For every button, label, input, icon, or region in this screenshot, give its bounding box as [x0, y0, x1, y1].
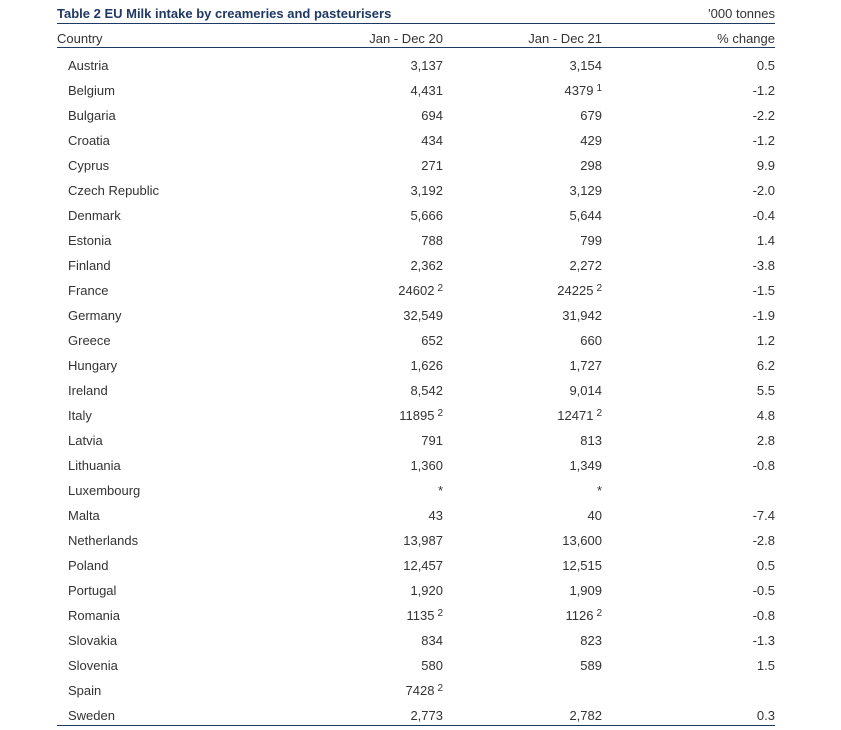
cell-jan-dec-20-value: 834: [421, 633, 443, 648]
cell-country: [68, 333, 111, 348]
cell-country-value: Sweden: [68, 708, 115, 723]
cell-jan-dec-20-value: 652: [421, 333, 443, 348]
table-body: [57, 48, 775, 723]
cell-country: [68, 483, 140, 498]
cell-jan-dec-20: [410, 183, 443, 198]
cell-country: [68, 108, 116, 123]
cell-country-value: Lithuania: [68, 458, 121, 473]
cell-jan-dec-20-value: 32,549: [403, 308, 443, 323]
cell-country-value: Finland: [68, 258, 111, 273]
cell-pct-change: [753, 633, 775, 648]
cell-country: [68, 233, 111, 248]
cell-country: [68, 683, 101, 698]
footnote-marker: 2: [437, 408, 443, 419]
table-row: [57, 473, 775, 498]
cell-country-value: Czech Republic: [68, 183, 160, 198]
cell-pct-change: [753, 108, 775, 123]
cell-jan-dec-20: [403, 308, 443, 323]
footnote-marker: 1: [596, 83, 602, 94]
unit-label: '000 tonnes: [708, 6, 775, 21]
cell-country: [68, 583, 116, 598]
cell-country: [68, 708, 115, 723]
cell-pct-change-value: -3.8: [752, 258, 775, 273]
footnote-marker: 2: [437, 283, 443, 294]
cell-jan-dec-21-value: 799: [580, 233, 602, 248]
cell-jan-dec-21: [580, 633, 602, 648]
cell-pct-change: [753, 458, 775, 473]
cell-country-value: Luxembourg: [68, 483, 141, 498]
cell-pct-change-value: -1.2: [752, 83, 775, 98]
cell-country-value: Hungary: [68, 358, 118, 373]
cell-pct-change-value: -1.9: [752, 308, 775, 323]
cell-jan-dec-21: [597, 483, 602, 498]
table-header-row: [57, 24, 775, 48]
cell-jan-dec-20: [429, 508, 443, 523]
cell-country: [68, 183, 159, 198]
cell-jan-dec-20: [399, 408, 443, 423]
cell-jan-dec-20: [406, 683, 443, 698]
cell-country-value: Germany: [68, 308, 122, 323]
cell-jan-dec-20: [403, 533, 443, 548]
cell-pct-change-value: 5.5: [756, 383, 775, 398]
cell-jan-dec-20: [421, 133, 443, 148]
table-row: [57, 48, 775, 73]
cell-jan-dec-21-value: 429: [580, 133, 602, 148]
cell-jan-dec-20-value: 434: [421, 133, 443, 148]
cell-pct-change: [753, 283, 775, 298]
cell-pct-change-value: 0.3: [756, 708, 775, 723]
cell-jan-dec-20: [421, 108, 443, 123]
table-row: [57, 198, 775, 223]
cell-jan-dec-20: [403, 558, 443, 573]
cell-country-value: Latvia: [68, 433, 103, 448]
table-row: [57, 273, 775, 298]
cell-jan-dec-20-value: 13,987: [403, 533, 443, 548]
cell-jan-dec-21: [580, 108, 602, 123]
cell-jan-dec-21-value: 4379: [564, 83, 594, 98]
cell-pct-change: [753, 208, 775, 223]
cell-jan-dec-20-value: 694: [421, 108, 443, 123]
cell-pct-change-value: 4.8: [756, 408, 775, 423]
cell-pct-change: [757, 333, 775, 348]
cell-country: [68, 133, 110, 148]
table-row: [57, 123, 775, 148]
cell-jan-dec-20-value: 1,360: [410, 458, 443, 473]
cell-jan-dec-21: [580, 433, 602, 448]
cell-jan-dec-21: [569, 708, 602, 723]
cell-jan-dec-20: [410, 83, 443, 98]
cell-country: [68, 258, 111, 273]
cell-jan-dec-21: [562, 308, 602, 323]
cell-jan-dec-21-value: 31,942: [562, 308, 602, 323]
cell-jan-dec-21-value: 9,014: [569, 383, 602, 398]
cell-jan-dec-21: [562, 533, 602, 548]
cell-jan-dec-20-value: 24602: [398, 283, 435, 298]
table-row: [57, 223, 775, 248]
cell-pct-change-value: -0.8: [752, 458, 775, 473]
table-row: [57, 323, 775, 348]
cell-pct-change-value: 1.5: [756, 658, 775, 673]
cell-country-value: France: [68, 283, 109, 298]
table-title-row: [57, 6, 775, 24]
cell-jan-dec-21-value: 1,909: [569, 583, 602, 598]
footnote-marker: 2: [596, 608, 602, 619]
cell-country: [68, 408, 92, 423]
cell-jan-dec-20-value: 791: [421, 433, 443, 448]
cell-jan-dec-20-value: 7428: [405, 683, 435, 698]
header-country: Country: [57, 31, 103, 46]
cell-country-value: Italy: [68, 408, 92, 423]
cell-jan-dec-21: [580, 133, 602, 148]
cell-country-value: Bulgaria: [68, 108, 116, 123]
cell-jan-dec-20-value: 788: [421, 233, 443, 248]
cell-jan-dec-20-value: 1,626: [410, 358, 443, 373]
cell-jan-dec-20: [410, 383, 443, 398]
cell-jan-dec-20: [421, 158, 443, 173]
cell-pct-change: [753, 533, 775, 548]
cell-jan-dec-20-value: 3,192: [410, 183, 443, 198]
table-row: [57, 548, 775, 573]
cell-jan-dec-21: [580, 333, 602, 348]
cell-jan-dec-21: [588, 508, 602, 523]
cell-jan-dec-21-value: 2,272: [569, 258, 602, 273]
cell-country: [68, 83, 115, 98]
cell-jan-dec-20-value: 12,457: [403, 558, 443, 573]
cell-jan-dec-21: [569, 58, 602, 73]
cell-jan-dec-20-value: 3,137: [410, 58, 443, 73]
table-row: [57, 673, 775, 698]
cell-pct-change-value: -1.3: [752, 633, 775, 648]
cell-jan-dec-21-value: 1,349: [569, 458, 602, 473]
cell-country-value: Belgium: [68, 83, 115, 98]
cell-jan-dec-20: [438, 483, 443, 498]
cell-jan-dec-21-value: 24225: [557, 283, 594, 298]
cell-jan-dec-21-value: 679: [580, 108, 602, 123]
header-jan-dec-21: Jan - Dec 21: [528, 31, 602, 46]
header-pct-change: % change: [717, 31, 775, 46]
cell-country-value: Greece: [68, 333, 111, 348]
cell-jan-dec-21-value: 1,727: [569, 358, 602, 373]
cell-country-value: Croatia: [68, 133, 110, 148]
cell-jan-dec-21-value: 589: [580, 658, 602, 673]
cell-country-value: Ireland: [68, 383, 108, 398]
cell-jan-dec-20: [410, 358, 443, 373]
cell-jan-dec-21: [565, 608, 602, 623]
cell-jan-dec-20: [410, 458, 443, 473]
cell-country: [68, 358, 117, 373]
cell-country: [68, 458, 121, 473]
cell-pct-change: [757, 658, 775, 673]
cell-country-value: Portugal: [68, 583, 117, 598]
footnote-marker: 2: [596, 408, 602, 419]
cell-jan-dec-21: [557, 283, 602, 298]
cell-jan-dec-21-value: 13,600: [562, 533, 602, 548]
cell-country-value: Cyprus: [68, 158, 110, 173]
cell-jan-dec-21-value: 823: [580, 633, 602, 648]
cell-pct-change: [757, 358, 775, 373]
cell-jan-dec-20: [410, 708, 443, 723]
milk-intake-table: [57, 6, 775, 723]
cell-jan-dec-21: [569, 208, 602, 223]
table-row: [57, 423, 775, 448]
table-row: [57, 448, 775, 473]
cell-pct-change: [757, 233, 775, 248]
cell-jan-dec-20: [421, 633, 443, 648]
cell-country-value: Estonia: [68, 233, 112, 248]
table-row: [57, 298, 775, 323]
cell-country: [68, 383, 108, 398]
cell-country-value: Denmark: [68, 208, 121, 223]
cell-pct-change-value: 6.2: [756, 358, 775, 373]
table-row: [57, 148, 775, 173]
cell-jan-dec-20: [410, 58, 443, 73]
table-row: [57, 523, 775, 548]
cell-country: [68, 208, 121, 223]
cell-country: [68, 308, 121, 323]
cell-jan-dec-20-value: 4,431: [410, 83, 443, 98]
table-row: [57, 398, 775, 423]
cell-jan-dec-21: [569, 583, 602, 598]
cell-country-value: Romania: [68, 608, 121, 623]
cell-pct-change: [757, 408, 775, 423]
cell-pct-change-value: -2.2: [752, 108, 775, 123]
cell-jan-dec-20: [421, 433, 443, 448]
cell-jan-dec-21: [569, 258, 602, 273]
cell-jan-dec-20-value: 8,542: [410, 383, 443, 398]
cell-jan-dec-21: [569, 183, 602, 198]
cell-country: [68, 508, 100, 523]
cell-jan-dec-21: [580, 658, 602, 673]
cell-jan-dec-20: [421, 333, 443, 348]
cell-pct-change-value: 0.5: [756, 58, 775, 73]
cell-pct-change-value: 0.5: [756, 558, 775, 573]
table-row: [57, 348, 775, 373]
cell-jan-dec-20-value: 11895: [399, 408, 435, 423]
cell-country-value: Spain: [68, 683, 102, 698]
cell-pct-change: [757, 158, 775, 173]
cell-jan-dec-21-value: 1126: [565, 608, 594, 623]
cell-jan-dec-20: [406, 608, 443, 623]
cell-country: [68, 283, 108, 298]
cell-jan-dec-20: [410, 208, 443, 223]
cell-pct-change-value: 1.4: [756, 233, 775, 248]
cell-jan-dec-21: [569, 458, 602, 473]
cell-pct-change: [757, 433, 775, 448]
cell-jan-dec-20: [410, 258, 443, 273]
cell-jan-dec-21: [562, 558, 602, 573]
table-row: [57, 498, 775, 523]
cell-pct-change-value: 9.9: [756, 158, 775, 173]
cell-pct-change: [753, 583, 775, 598]
cell-jan-dec-20-value: 43: [428, 508, 443, 523]
cell-pct-change-value: -2.8: [752, 533, 775, 548]
cell-country: [68, 558, 108, 573]
table-title: Table 2 EU Milk intake by creameries and pasteurisers: [57, 6, 392, 21]
cell-country-value: Poland: [68, 558, 109, 573]
cell-pct-change-value: -0.5: [752, 583, 775, 598]
cell-pct-change-value: -1.5: [752, 283, 775, 298]
cell-country: [68, 658, 118, 673]
cell-pct-change-value: -0.4: [752, 208, 775, 223]
cell-pct-change-value: 2.8: [756, 433, 775, 448]
cell-jan-dec-21: [565, 83, 602, 98]
cell-pct-change-value: -7.4: [752, 508, 775, 523]
cell-pct-change: [753, 258, 775, 273]
cell-country: [68, 633, 117, 648]
cell-jan-dec-20-value: 2,362: [410, 258, 443, 273]
cell-pct-change-value: -1.2: [752, 133, 775, 148]
cell-jan-dec-21-value: 3,154: [569, 58, 602, 73]
cell-jan-dec-21-value: 2,782: [569, 708, 602, 723]
cell-pct-change: [753, 133, 775, 148]
cell-jan-dec-21-value: *: [596, 483, 602, 498]
cell-jan-dec-21: [557, 408, 602, 423]
cell-pct-change-value: 1.2: [756, 333, 775, 348]
cell-jan-dec-20: [421, 658, 443, 673]
cell-jan-dec-21-value: 813: [580, 433, 602, 448]
footnote-marker: 2: [596, 283, 602, 294]
table-row: [57, 623, 775, 648]
cell-country: [68, 58, 108, 73]
cell-jan-dec-21-value: 298: [580, 158, 602, 173]
cell-pct-change: [753, 508, 775, 523]
cell-country-value: Netherlands: [68, 533, 139, 548]
table-row: [57, 573, 775, 598]
table-row: [57, 648, 775, 673]
cell-jan-dec-21-value: 660: [580, 333, 602, 348]
cell-pct-change-value: -2.0: [752, 183, 775, 198]
cell-pct-change-value: -0.8: [752, 608, 775, 623]
table-row: [57, 173, 775, 198]
cell-jan-dec-20: [410, 583, 443, 598]
cell-jan-dec-20: [421, 233, 443, 248]
cell-jan-dec-20-value: 271: [421, 158, 443, 173]
cell-country-value: Slovakia: [68, 633, 118, 648]
footnote-marker: 2: [437, 683, 443, 694]
table-row: [57, 698, 775, 723]
cell-jan-dec-20-value: 1,920: [410, 583, 443, 598]
cell-jan-dec-20-value: 580: [421, 658, 443, 673]
cell-jan-dec-21: [580, 233, 602, 248]
cell-jan-dec-21-value: 12471: [557, 408, 594, 423]
cell-pct-change: [757, 383, 775, 398]
cell-pct-change: [757, 558, 775, 573]
cell-pct-change: [753, 608, 775, 623]
cell-jan-dec-20-value: *: [437, 483, 443, 498]
cell-pct-change: [753, 83, 775, 98]
cell-country-value: Malta: [68, 508, 100, 523]
cell-pct-change: [757, 58, 775, 73]
cell-jan-dec-21: [569, 358, 602, 373]
cell-jan-dec-20-value: 1135: [406, 608, 435, 623]
cell-country: [68, 158, 109, 173]
cell-pct-change: [757, 708, 775, 723]
cell-pct-change: [753, 183, 775, 198]
footnote-marker: 2: [437, 608, 443, 619]
cell-country-value: Slovenia: [68, 658, 118, 673]
cell-jan-dec-20-value: 5,666: [410, 208, 443, 223]
cell-jan-dec-21-value: 40: [587, 508, 602, 523]
cell-country: [68, 533, 138, 548]
table-row: [57, 373, 775, 398]
table-row: [57, 598, 775, 623]
table-row: [57, 248, 775, 273]
cell-country-value: Austria: [68, 58, 109, 73]
cell-jan-dec-21-value: 5,644: [569, 208, 602, 223]
cell-jan-dec-21-value: 12,515: [562, 558, 602, 573]
cell-jan-dec-21: [580, 158, 602, 173]
cell-pct-change: [753, 308, 775, 323]
cell-jan-dec-20: [398, 283, 443, 298]
table-row: [57, 98, 775, 123]
header-jan-dec-20: Jan - Dec 20: [369, 31, 443, 46]
table-bottom-rule: [57, 725, 775, 726]
cell-jan-dec-21: [569, 383, 602, 398]
cell-jan-dec-20-value: 2,773: [410, 708, 443, 723]
cell-jan-dec-21-value: 3,129: [569, 183, 602, 198]
table-row: [57, 73, 775, 98]
cell-country: [68, 433, 103, 448]
cell-country: [68, 608, 120, 623]
